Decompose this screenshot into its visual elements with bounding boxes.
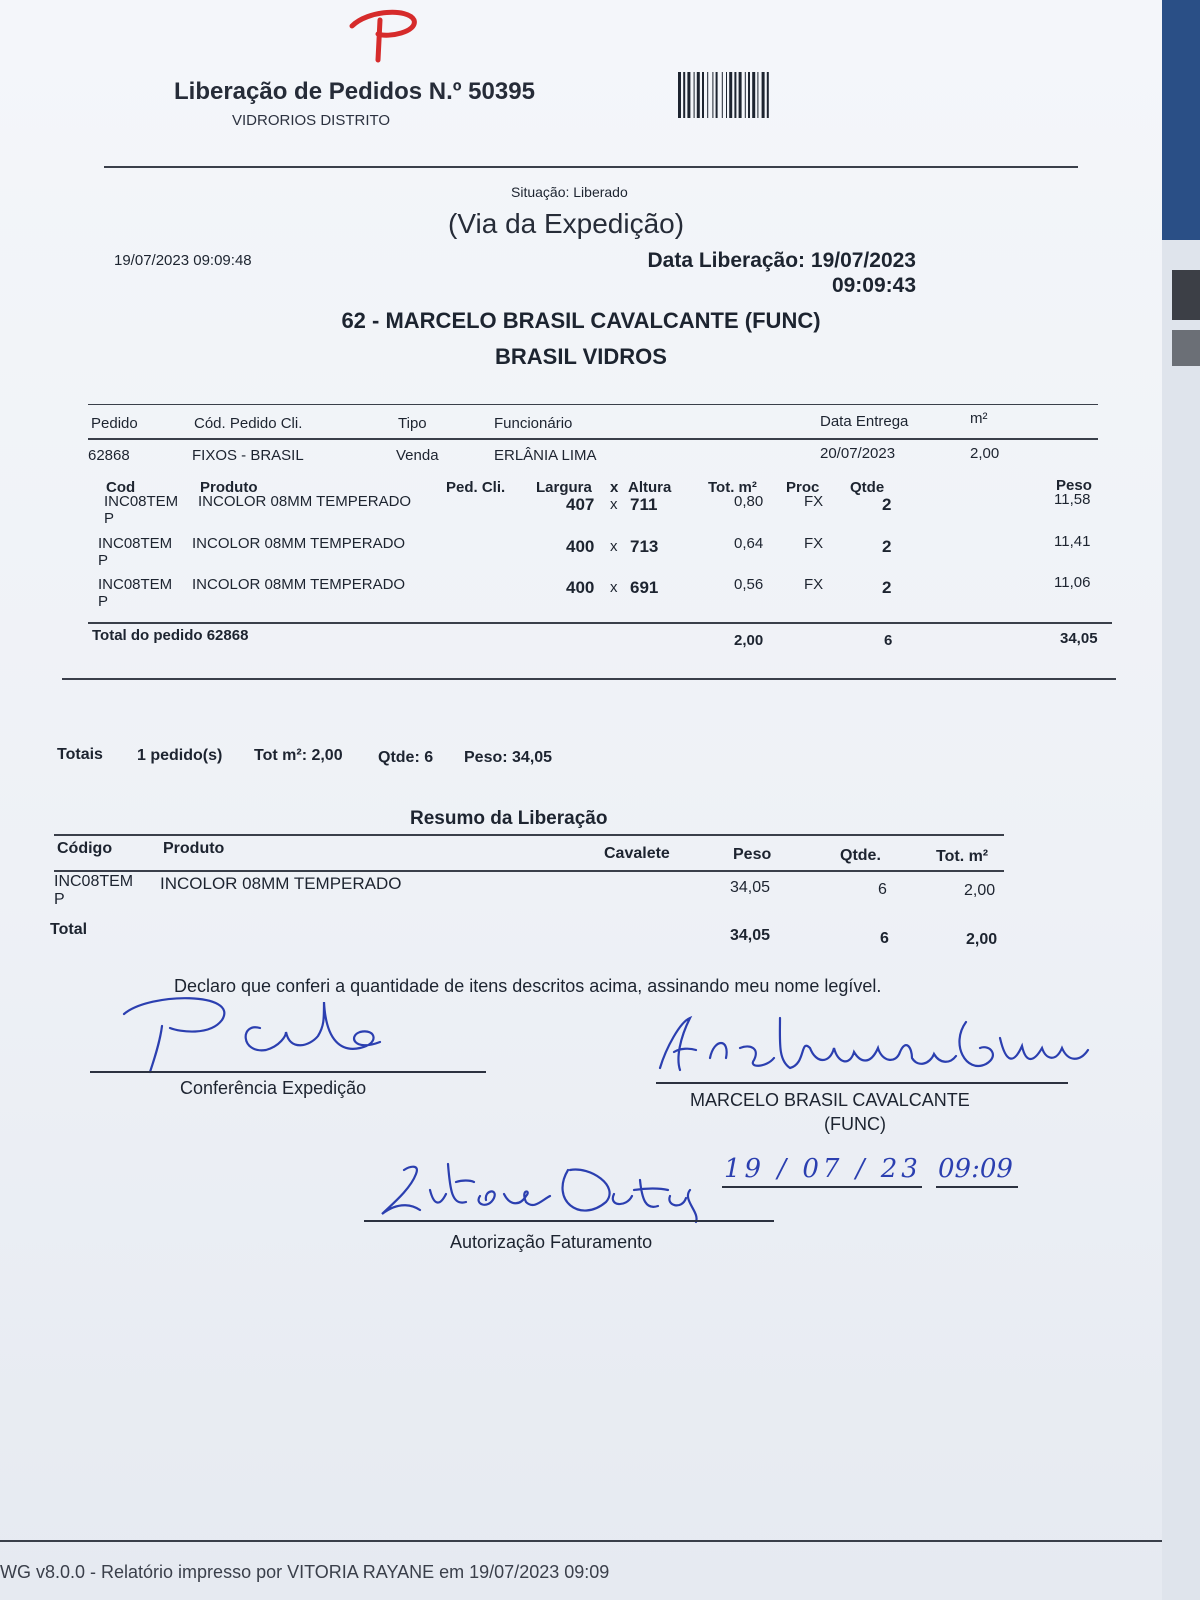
order-m2-value: 2,00 bbox=[970, 445, 1000, 462]
item-proc: FX bbox=[804, 576, 824, 593]
item-peso: 11,41 bbox=[1054, 533, 1091, 550]
order-total-label: Total do pedido 62868 bbox=[92, 627, 249, 644]
totais-tot-m2: Tot m²: 2,00 bbox=[254, 747, 343, 764]
item-cod: INC08TEM bbox=[98, 576, 173, 593]
client-signature bbox=[650, 1008, 1100, 1088]
item-altura: 691 bbox=[630, 578, 659, 597]
order-total-peso: 34,05 bbox=[1060, 630, 1098, 647]
item-tot-m2: 0,80 bbox=[734, 493, 764, 510]
order-tipo-value: Venda bbox=[396, 447, 439, 464]
item-largura: 407 bbox=[566, 495, 595, 514]
resumo-row-codigo bbox=[54, 873, 133, 909]
item-proc: FX bbox=[804, 493, 824, 510]
resumo-col-produto: Produto bbox=[163, 840, 225, 857]
declaration-text: Declaro que conferi a quantidade de itens descritos acima, assinando meu nome legível. bbox=[174, 976, 882, 996]
background-page-edge bbox=[1162, 240, 1200, 1600]
conferencia-caption: Conferência Expedição bbox=[180, 1078, 367, 1098]
barcode-icon bbox=[678, 72, 850, 118]
resumo-top-line bbox=[54, 834, 1004, 836]
printed-timestamp: 19/07/2023 09:09:48 bbox=[114, 252, 252, 269]
release-time: 09:09:43 bbox=[831, 274, 916, 297]
item-peso: 11,06 bbox=[1054, 574, 1091, 591]
handwritten-red-mark bbox=[348, 4, 428, 68]
resumo-total-peso: 34,05 bbox=[730, 927, 771, 944]
order-pedido-value: 62868 bbox=[88, 447, 130, 464]
resumo-row-codigo-line1: INC08TEM bbox=[54, 873, 134, 890]
col-data-entrega-label: Data Entrega bbox=[820, 413, 909, 430]
order-funcionario-value: ERLÂNIA LIMA bbox=[494, 447, 597, 464]
footer-text: WG v8.0.0 - Relatório impresso por VITORIA RAYANE em 19/07/2023 09:09 bbox=[0, 1562, 610, 1582]
col-pedido-label: Pedido bbox=[91, 415, 138, 432]
items-total-line bbox=[88, 622, 1112, 624]
client-name: 62 - MARCELO BRASIL CAVALCANTE (FUNC) bbox=[341, 308, 821, 333]
resumo-total-m2: 2,00 bbox=[966, 931, 998, 948]
item-proc: FX bbox=[804, 535, 824, 552]
resumo-row-peso: 34,05 bbox=[730, 879, 771, 896]
item-qtde: 2 bbox=[882, 578, 892, 597]
client-company: BRASIL VIDROS bbox=[495, 344, 667, 369]
autorizacao-signature-line bbox=[364, 1220, 774, 1222]
totais-peso: Peso: 34,05 bbox=[464, 749, 553, 766]
item-tot-m2: 0,64 bbox=[734, 535, 764, 552]
resumo-header-line bbox=[54, 870, 1004, 872]
items-col-largura: Largura bbox=[536, 479, 592, 496]
item-produto: INCOLOR 08MM TEMPERADO bbox=[198, 493, 412, 510]
autorizacao-caption: Autorização Faturamento bbox=[450, 1232, 653, 1252]
resumo-total-label: Total bbox=[50, 921, 88, 938]
resumo-col-tot-m2: Tot. m² bbox=[936, 848, 989, 865]
item-cod-suffix: P bbox=[98, 593, 109, 610]
client-signature-line bbox=[656, 1082, 1068, 1084]
handwritten-time: 09:09 bbox=[938, 1154, 1013, 1184]
col-funcionario-label: Funcionário bbox=[494, 415, 573, 432]
items-col-ped-cli: Ped. Cli. bbox=[446, 479, 506, 496]
order-top-line bbox=[88, 404, 1098, 405]
order-total-m2: 2,00 bbox=[734, 632, 764, 649]
handwritten-date-underline bbox=[722, 1186, 922, 1188]
order-section-end-line bbox=[62, 678, 1116, 680]
order-data-entrega-value: 20/07/2023 bbox=[820, 445, 896, 462]
item-altura: 713 bbox=[630, 537, 659, 556]
items-col-produto: Produto bbox=[200, 479, 258, 496]
item-cod: INC08TEM bbox=[98, 535, 173, 552]
status-text: Situação: Liberado bbox=[511, 184, 628, 200]
item-cod-suffix: P bbox=[98, 552, 109, 569]
item-peso: 11,58 bbox=[1054, 491, 1091, 508]
document-title: Liberação de Pedidos N.º 50395 bbox=[174, 78, 535, 105]
resumo-row-tot-m2: 2,00 bbox=[964, 882, 996, 899]
conferencia-signature-line bbox=[90, 1071, 486, 1073]
col-cod-pedido-cli-label: Cód. Pedido Cli. bbox=[194, 415, 303, 432]
item-x: x bbox=[610, 538, 618, 555]
col-m2-label: m² bbox=[970, 410, 988, 427]
resumo-row-produto: INCOLOR 08MM TEMPERADO bbox=[160, 874, 402, 893]
company-name: VIDRORIOS DISTRITO bbox=[232, 112, 391, 129]
release-date-label: Data Liberação: 19/07/2023 bbox=[647, 249, 916, 272]
item-produto: INCOLOR 08MM TEMPERADO bbox=[192, 535, 406, 552]
resumo-title: Resumo da Liberação bbox=[410, 808, 608, 829]
totais-qtde: Qtde: 6 bbox=[378, 749, 434, 766]
client-caption-name: MARCELO BRASIL CAVALCANTE bbox=[690, 1090, 970, 1110]
items-col-qtde: Qtde bbox=[850, 479, 885, 496]
resumo-total-qtde: 6 bbox=[880, 930, 889, 947]
item-cod-suffix: P bbox=[104, 510, 115, 527]
conferencia-signature bbox=[110, 992, 410, 1082]
totais-pedidos: 1 pedido(s) bbox=[137, 747, 223, 764]
items-col-peso: Peso bbox=[1056, 477, 1092, 494]
item-largura: 400 bbox=[566, 578, 595, 597]
handwritten-date: 19 / 07 / 23 bbox=[724, 1154, 922, 1184]
copy-type-title: (Via da Expedição) bbox=[448, 208, 685, 239]
items-col-tot-m2: Tot. m² bbox=[708, 479, 757, 496]
release-date bbox=[570, 248, 916, 298]
item-x: x bbox=[610, 579, 618, 596]
autorizacao-signature bbox=[370, 1150, 700, 1230]
order-header-line bbox=[88, 438, 1098, 440]
items-col-x: x bbox=[610, 479, 619, 496]
header-divider bbox=[104, 166, 1078, 168]
item-cod: INC08TEM bbox=[104, 493, 179, 510]
footer-line bbox=[0, 1540, 1162, 1542]
item-produto: INCOLOR 08MM TEMPERADO bbox=[192, 576, 406, 593]
resumo-row-qtde: 6 bbox=[878, 881, 887, 898]
item-qtde: 2 bbox=[882, 537, 892, 556]
resumo-col-peso: Peso bbox=[733, 846, 772, 863]
resumo-row-codigo-line2: P bbox=[54, 891, 65, 908]
resumo-col-codigo: Código bbox=[57, 840, 113, 857]
item-altura: 711 bbox=[630, 495, 658, 514]
item-largura: 400 bbox=[566, 537, 595, 556]
order-total-qtde: 6 bbox=[884, 632, 893, 649]
handwritten-time-underline bbox=[936, 1186, 1018, 1188]
resumo-col-qtde: Qtde. bbox=[840, 847, 881, 864]
client-caption-func: (FUNC) bbox=[824, 1114, 886, 1134]
item-tot-m2: 0,56 bbox=[734, 576, 764, 593]
item-qtde: 2 bbox=[882, 495, 892, 514]
col-tipo-label: Tipo bbox=[398, 415, 427, 432]
items-col-cod: Cod bbox=[106, 479, 136, 496]
totais-label: Totais bbox=[57, 746, 103, 763]
item-x: x bbox=[610, 496, 618, 513]
items-col-proc: Proc bbox=[786, 479, 820, 496]
items-col-altura: Altura bbox=[628, 479, 672, 496]
resumo-col-cavalete: Cavalete bbox=[604, 845, 670, 862]
order-cod-pedido-cli-value: FIXOS - BRASIL bbox=[192, 447, 304, 464]
